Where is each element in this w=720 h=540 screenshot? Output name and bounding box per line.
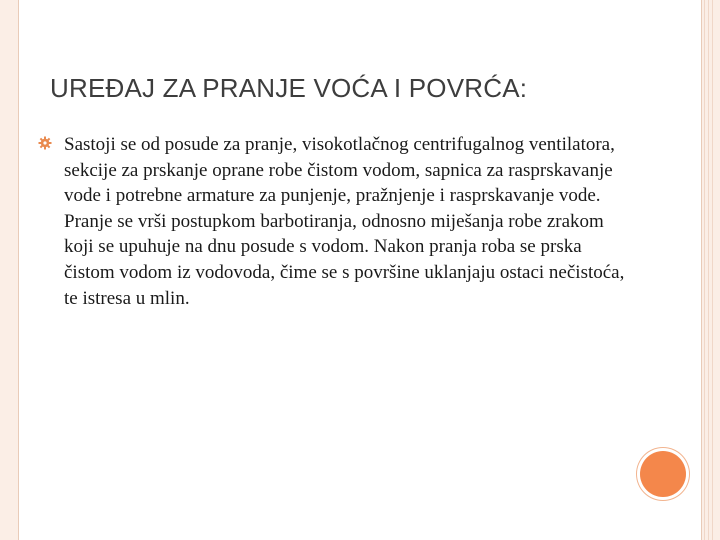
gear-bullet-icon [38, 136, 52, 150]
bullet-text: Sastoji se od posude za pranje, visokotlačnog centrifugalnog ventilatora, sekcije za prskanje oprane robe čistom vodom, sapnica za rasprskavanje vode i potrebne armature za punjenje, pražnjenje i rasprskavanje vode. Pranje se vrši postupkom barbotiranja, odnosno miješanja robe zrakom koji se upuhuje na dnu posude s vodom. Nakon pranja roba se prska čistom vodom iz vodovoda, čime se s površine uklanjaju ostaci nečistoća, te istresa u mlin. [64, 134, 625, 309]
decorative-circle [640, 451, 686, 497]
decorative-rail [712, 0, 713, 540]
slide-title: UREĐAJ ZA PRANJE VOĆA I POVRĆA: [50, 73, 528, 103]
decorative-rail [704, 0, 705, 540]
decorative-rail [708, 0, 709, 540]
